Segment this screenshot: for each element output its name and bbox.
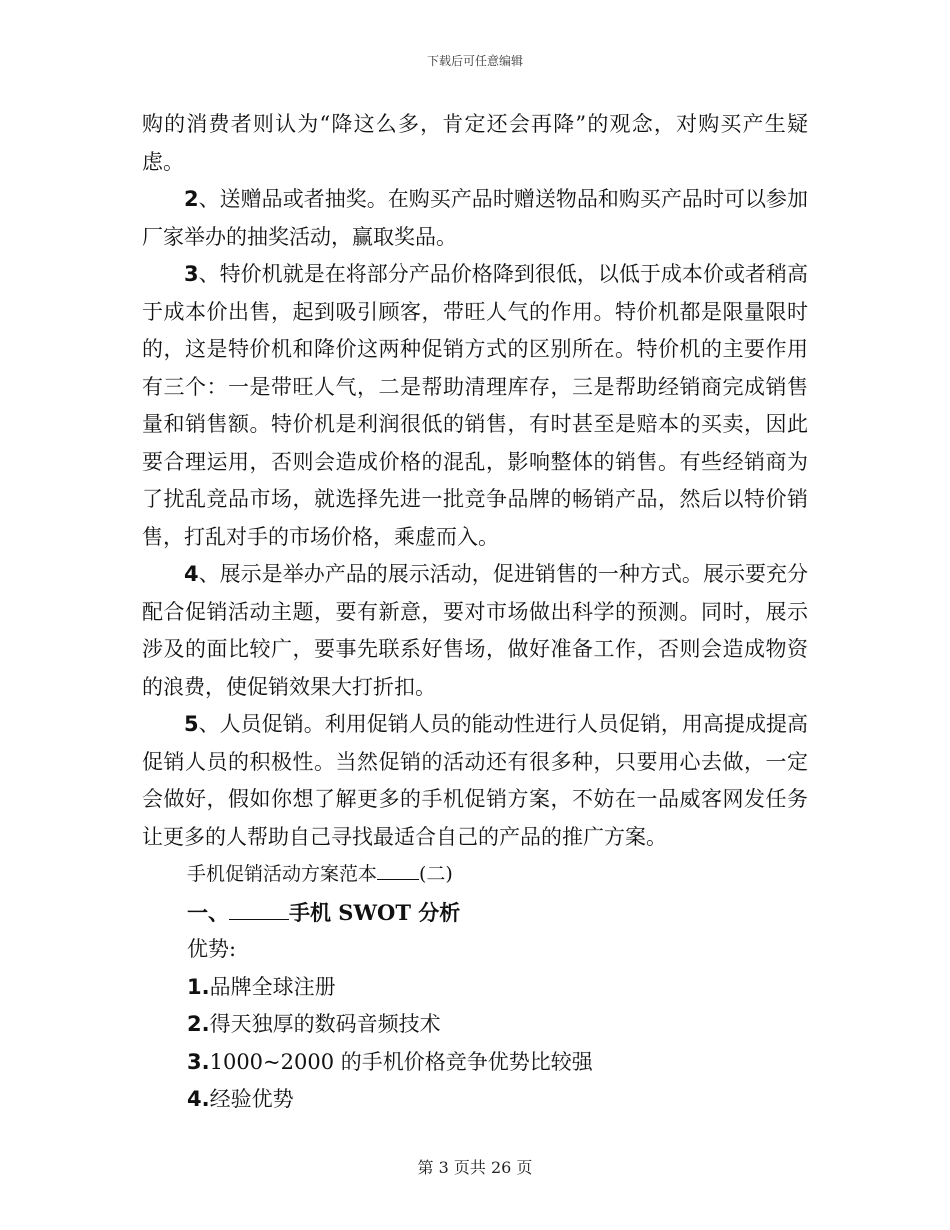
swot-heading (142, 894, 808, 932)
paragraph-text: 、送赠品或者抽奖。在购买产品时赠送物品和购买产品时可以参加厂家举办的抽奖活动，赢取奖品。 (142, 187, 808, 249)
page-header: 下载后可任意编辑 (426, 54, 523, 68)
heading-text: 手机 SWOT 分析 (289, 899, 461, 925)
paragraph-continued: 购的消费者则认为“降这么多，肯定还会再降”的观念，对购买产生疑虑。 (142, 112, 808, 174)
paragraph-number: 2 (184, 187, 199, 211)
page-footer: 第 3 页共 26 页 (417, 1158, 533, 1177)
paragraph-text: 、展示是举办产品的展示活动，促进销售的一种方式。展示要充分配合促销活动主题，要有新意，要对市场做出科学的预测。同时，展示涉及的面比较广，要事先联系好售场，做好准备工作，否则会造成物资的浪费，使促销效果大打折扣。 (142, 562, 808, 699)
section-title (142, 856, 808, 894)
list-number: 1. (187, 974, 210, 999)
list-number: 2. (187, 1012, 210, 1036)
list-number: 4. (187, 1087, 210, 1111)
list-text: 得天独厚的数码音频技术 (209, 1012, 441, 1036)
list-item (142, 969, 808, 1007)
list-number: 3. (187, 1049, 210, 1074)
list-item (142, 1081, 808, 1119)
section-title-suffix: (二) (419, 863, 453, 885)
paragraph-text: 、人员促销。利用促销人员的能动性进行人员促销，用高提成提高促销人员的积极性。当然促销的活动还有很多种，只要用心去做，一定会做好，假如你想了解更多的手机促销方案，不妨在一品威客网发任务让更多的人帮助自己寻找最适合自己的产品的推广方案。 (142, 712, 808, 849)
list-text: 品牌全球注册 (209, 974, 336, 999)
paragraph-number: 4 (184, 562, 199, 586)
heading-prefix: 一、 (187, 899, 229, 925)
document-body (142, 106, 808, 1119)
paragraph-promo-2 (142, 181, 808, 256)
section-title-text: 手机促销活动方案范本 (187, 863, 378, 885)
list-item (142, 1006, 808, 1044)
paragraph-promo-4 (142, 556, 808, 706)
blank-underline (229, 899, 289, 920)
paragraph-number: 3 (184, 262, 199, 286)
list-text: 经验优势 (209, 1087, 294, 1111)
paragraph-text: 、特价机就是在将部分产品价格降到很低，以低于成本价或者稍高于成本价出售，起到吸引顾客，带旺人气的作用。特价机都是限量限时的，这是特价机和降价这两种促销方式的区别所在。特价机的主要作用有三个：一是带旺人气，二是帮助清理库存，三是帮助经销商完成销售量和销售额。特价机是利润很低的销售，有时甚至是赔本的买卖，因此要合理运用，否则会造成价格的混乱，影响整体的销售。有些经销商为了扰乱竞品市场，就选择先进一批竞争品牌的畅销产品，然后以特价销售，打乱对手的市场价格，乘虚而入。 (142, 262, 808, 549)
paragraph-number: 5 (184, 712, 199, 736)
list-text: 1000~2000 的手机价格竞争优势比较强 (209, 1049, 593, 1074)
blank-underline (377, 859, 419, 880)
paragraph-promo-3 (142, 256, 808, 556)
list-item (142, 1044, 808, 1082)
advantages-label: 优势: (187, 937, 237, 961)
paragraph-promo-5 (142, 706, 808, 856)
